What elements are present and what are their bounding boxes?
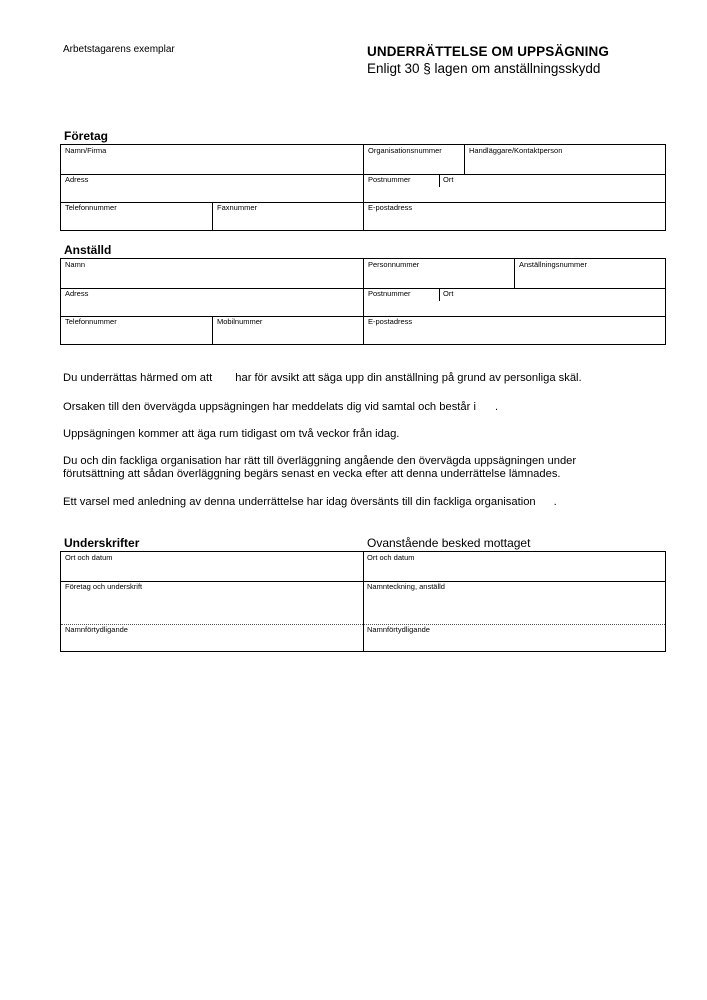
place-date-right-field[interactable] <box>363 552 665 581</box>
copy-label: Arbetstagarens exemplar <box>63 44 175 55</box>
employee-city-label: Ort <box>443 289 454 298</box>
company-fax-label: Faxnummer <box>217 203 258 212</box>
signatures-heading: Underskrifter <box>64 536 140 550</box>
company-email-label: E-postadress <box>368 203 413 212</box>
employee-row-1 <box>61 259 665 289</box>
company-phone-label: Telefonnummer <box>65 203 117 212</box>
employee-name-label: Namn <box>65 260 86 269</box>
union-end: . <box>553 496 557 508</box>
place-date-left-label: Ort och datum <box>65 553 113 562</box>
place-date-right-label: Ort och datum <box>367 553 415 562</box>
company-row-2 <box>61 174 665 203</box>
name-clarification-right-field[interactable] <box>363 624 665 651</box>
personal-number-field[interactable] <box>363 259 515 288</box>
company-postal-code-label: Postnummer <box>368 175 411 184</box>
city-divider <box>439 174 440 187</box>
received-heading: Ovanstående besked mottaget <box>367 536 531 550</box>
contact-person-label: Handläggare/Kontaktperson <box>469 146 563 155</box>
consultation-line-2: förutsättning att sådan överläggning begärs senast en vecka efter att denna underrättelse lämnades. <box>63 468 561 480</box>
employee-email-label: E-postadress <box>368 317 413 326</box>
union-text: Ett varsel med anledning av denna underrättelse har idag översänts till din fackliga organisation <box>63 496 536 508</box>
signatures-row-2 <box>61 581 665 625</box>
paragraph-notice <box>63 372 582 384</box>
employee-phone-field[interactable] <box>61 316 212 344</box>
employee-signature-label: Namnteckning, anställd <box>367 582 445 591</box>
employee-form <box>60 258 666 345</box>
paragraph-union <box>63 496 557 508</box>
company-row-1 <box>61 145 665 175</box>
place-date-left-field[interactable] <box>61 552 363 581</box>
employment-number-field[interactable] <box>514 259 665 288</box>
name-clarification-right-label: Namnförtydligande <box>367 625 430 634</box>
document-subtitle: Enligt 30 § lagen om anställningsskydd <box>367 61 601 76</box>
company-name-label: Namn/Firma <box>65 146 107 155</box>
signatures-form <box>60 551 666 652</box>
city-divider <box>439 288 440 301</box>
employee-row-3 <box>61 316 665 344</box>
personal-number-label: Personnummer <box>368 260 420 269</box>
company-city-field[interactable] <box>439 174 665 202</box>
employee-postal-code-label: Postnummer <box>368 289 411 298</box>
employee-mobile-label: Mobilnummer <box>217 317 263 326</box>
employee-postal-code-field[interactable] <box>363 288 440 316</box>
company-signature-label: Företag och underskrift <box>65 582 143 591</box>
reason-text: Orsaken till den övervägda uppsägningen har meddelats dig vid samtal och består i <box>63 401 476 413</box>
employee-email-field[interactable] <box>363 316 665 344</box>
notice-text-end: har för avsikt att säga upp din anställning på grund av personliga skäl. <box>235 372 582 384</box>
reason-end: . <box>494 401 499 413</box>
signatures-row-1 <box>61 552 665 582</box>
paragraph-consultation <box>63 455 576 481</box>
company-city-label: Ort <box>443 175 454 184</box>
consultation-line-1: Du och din fackliga organisation har rätt till överläggning angående den övervägda uppsägningen under <box>63 455 577 467</box>
paragraph-timing: Uppsägningen kommer att äga rum tidigast om två veckor från idag. <box>63 428 400 440</box>
employee-mobile-field[interactable] <box>212 316 364 344</box>
employee-city-field[interactable] <box>439 288 665 316</box>
employee-name-field[interactable] <box>61 259 363 288</box>
notice-text-start: Du underrättas härmed om att <box>63 372 213 384</box>
company-signature-field[interactable] <box>61 581 363 624</box>
name-clarification-left-field[interactable] <box>61 624 363 651</box>
employee-signature-field[interactable] <box>363 581 665 624</box>
employee-address-field[interactable] <box>61 288 363 316</box>
paragraph-reason <box>63 401 498 413</box>
employment-number-label: Anställningsnummer <box>519 260 587 269</box>
org-number-label: Organisationsnummer <box>368 146 442 155</box>
employee-phone-label: Telefonnummer <box>65 317 117 326</box>
company-name-field[interactable] <box>61 145 363 174</box>
company-address-label: Adress <box>65 175 89 184</box>
company-phone-field[interactable] <box>61 202 212 230</box>
contact-person-field[interactable] <box>464 145 665 174</box>
company-form <box>60 144 666 231</box>
company-postal-code-field[interactable] <box>363 174 440 202</box>
signatures-row-3 <box>61 624 665 651</box>
name-clarification-left-label: Namnförtydligande <box>65 625 128 634</box>
org-number-field[interactable] <box>363 145 465 174</box>
company-row-3 <box>61 202 665 230</box>
document-title: UNDERRÄTTELSE OM UPPSÄGNING <box>367 44 609 59</box>
company-heading: Företag <box>64 129 109 143</box>
company-email-field[interactable] <box>363 202 665 230</box>
employee-row-2 <box>61 288 665 317</box>
company-fax-field[interactable] <box>212 202 364 230</box>
company-address-field[interactable] <box>61 174 363 202</box>
employee-address-label: Adress <box>65 289 89 298</box>
employee-heading: Anställd <box>64 243 112 257</box>
